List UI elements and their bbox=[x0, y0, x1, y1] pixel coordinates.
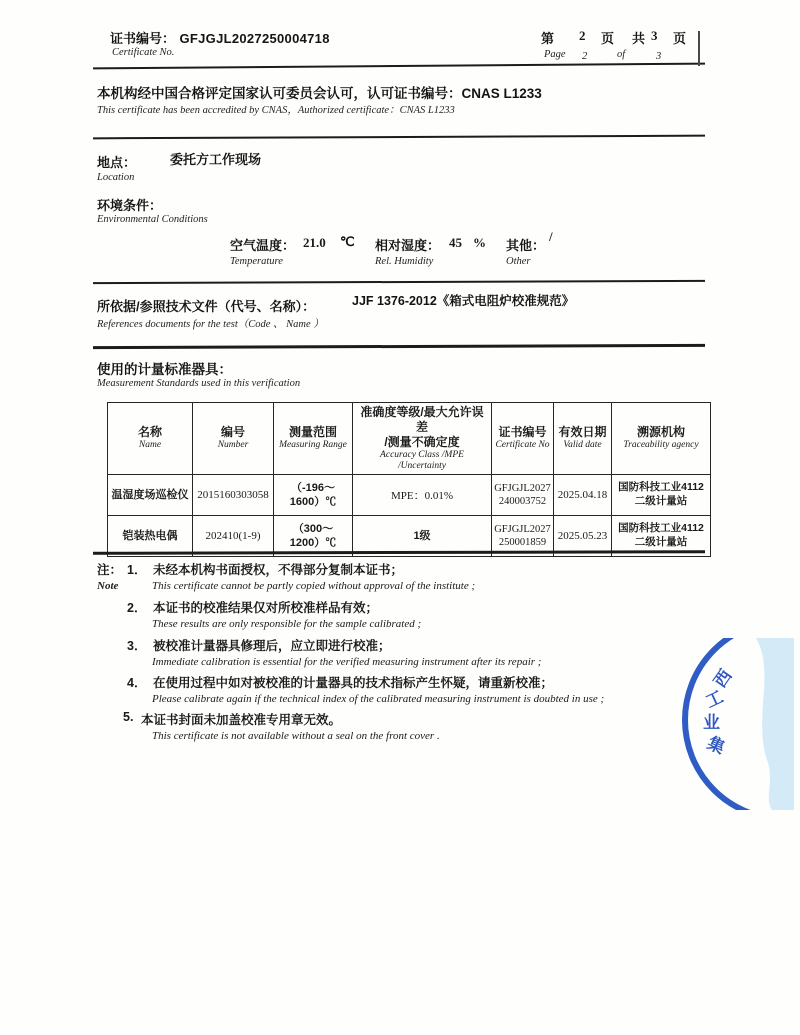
other-value: / bbox=[549, 229, 553, 244]
col-number-zh: 编号 bbox=[220, 425, 245, 440]
row1-name: 温湿度场巡检仪 bbox=[108, 474, 193, 515]
certificate-number-label-en: Certificate No. bbox=[112, 47, 175, 58]
note-item-3-en bbox=[152, 656, 541, 668]
row1-accuracy: MPE：0.01% bbox=[353, 474, 492, 515]
environment-divider bbox=[93, 280, 705, 284]
row2-validdate: 2025.05.23 bbox=[554, 515, 612, 556]
seal-char-2: 工 bbox=[702, 687, 727, 712]
note-4-en: Please calibrate again if the technical index of the calibrated measuring instrument is doubted in use ; bbox=[152, 693, 605, 705]
row1-range: （-196～1600）℃ bbox=[274, 474, 353, 515]
col-range-zh: 测量范围 bbox=[288, 425, 337, 440]
row2-range: （300～1200）℃ bbox=[274, 515, 353, 556]
row2-name: 铠装热电偶 bbox=[108, 515, 193, 556]
location-label-en: Location bbox=[97, 172, 135, 183]
certificate-number-label-zh: 证书编号： bbox=[110, 31, 176, 46]
temperature-label-zh: 空气温度： bbox=[230, 238, 296, 253]
temperature-unit: ℃ bbox=[340, 234, 355, 249]
pagination-en-page: Page bbox=[544, 49, 566, 60]
col-accuracy bbox=[353, 403, 492, 475]
note-1-zh: 未经本机构书面授权，不得部分复制本证书； bbox=[153, 563, 404, 577]
note-5-en: This certificate is not available without a seal on the front cover . bbox=[152, 730, 440, 742]
note-item-2 bbox=[127, 598, 378, 616]
note-3-no: 3． bbox=[127, 639, 147, 653]
notes-label-zh: 注： bbox=[97, 563, 123, 577]
note-item-3 bbox=[127, 636, 391, 654]
accreditation-zh: 本机构经中国合格评定国家认可委员会认可，认可证书编号：CNAS L1233 bbox=[97, 86, 542, 101]
note-4-zh: 在使用过程中如对被校准的计量器具的技术指标产生怀疑，请重新校准； bbox=[153, 676, 554, 690]
row2-number: 202410(1-9) bbox=[193, 515, 274, 556]
standards-table bbox=[107, 402, 711, 557]
pagination-en-of: of bbox=[617, 49, 626, 60]
note-item-2-en bbox=[152, 618, 421, 630]
row1-certno: GFJGJL2027240003752 bbox=[492, 474, 554, 515]
table-row bbox=[108, 474, 711, 515]
accreditation-en: This certificate has been accredited by CNAS，Authorized certificate：CNAS L1233 bbox=[97, 105, 455, 116]
pagination-en-current: 2 bbox=[582, 51, 588, 62]
row2-certno: GFJGJL2027250001859 bbox=[492, 515, 554, 556]
scan-fold-mark bbox=[698, 31, 700, 66]
col-certno bbox=[492, 403, 554, 475]
col-validdate bbox=[554, 403, 612, 475]
other-label-en: Other bbox=[506, 256, 531, 267]
temperature-value: 21.0 bbox=[303, 235, 326, 250]
header-divider bbox=[93, 63, 705, 70]
pagination-total: 3 bbox=[651, 28, 658, 43]
col-name-zh: 名称 bbox=[137, 425, 162, 440]
humidity-value: 45 bbox=[449, 235, 462, 250]
humidity-label-en: Rel. Humidity bbox=[375, 256, 434, 267]
note-item-1 bbox=[127, 560, 403, 578]
col-name bbox=[108, 403, 193, 475]
note-item-5-en bbox=[152, 730, 440, 742]
col-certno-zh: 证书编号 bbox=[498, 425, 547, 440]
note-5-zh: 本证书封面未加盖校准专用章无效。 bbox=[141, 713, 342, 727]
certificate-number-value: GFJGJL2027250004718 bbox=[179, 31, 330, 46]
standards-label-zh: 使用的计量标准器具： bbox=[97, 362, 232, 377]
accreditation-divider bbox=[93, 135, 705, 140]
humidity-unit: % bbox=[473, 235, 486, 250]
environment-label-zh: 环境条件： bbox=[97, 198, 163, 213]
note-item-1-en bbox=[152, 580, 475, 592]
note-2-zh: 本证书的校准结果仅对所校准样品有效； bbox=[153, 601, 379, 615]
col-accuracy-en: Accuracy Class /MPE /Uncertainty bbox=[380, 450, 464, 471]
pagination-zh-page: 页 bbox=[601, 31, 615, 46]
note-3-zh: 被校准计量器具修理后，应立即进行校准； bbox=[153, 639, 391, 653]
row1-validdate: 2025.04.18 bbox=[554, 474, 612, 515]
note-1-en: This certificate cannot be partly copied without approval of the institute ; bbox=[152, 580, 476, 592]
col-agency-en: Traceability agency bbox=[623, 440, 699, 451]
seal-watermark-shape bbox=[756, 638, 794, 810]
note-item-4-en bbox=[152, 693, 604, 705]
pagination-zh-page2: 页 bbox=[673, 31, 687, 46]
col-range-en: Measuring Range bbox=[279, 440, 347, 451]
note-item-4 bbox=[127, 673, 553, 691]
col-name-en: Name bbox=[138, 440, 162, 451]
col-agency-zh: 溯源机构 bbox=[636, 425, 685, 440]
row2-agency: 国防科技工业4112二级计量站 bbox=[612, 515, 711, 556]
note-1-no: 1． bbox=[127, 563, 147, 577]
standards-label-en: Measurement Standards used in this verification bbox=[97, 378, 301, 389]
col-validdate-en: Valid date bbox=[563, 440, 602, 451]
environment-label-en: Environmental Conditions bbox=[97, 214, 208, 225]
note-2-no: 2． bbox=[127, 601, 147, 615]
references-label-zh: 所依据/参照技术文件（代号、名称）： bbox=[97, 299, 316, 314]
col-certno-en: Certificate No bbox=[495, 440, 550, 451]
row2-accuracy: 1级 bbox=[353, 515, 492, 556]
references-value: JJF 1376-2012《箱式电阻炉校准规范》 bbox=[352, 294, 575, 308]
row1-number: 2015160303058 bbox=[193, 474, 274, 515]
col-validdate-zh: 有效日期 bbox=[558, 425, 607, 440]
certificate-number-line bbox=[110, 28, 330, 48]
company-seal-icon bbox=[660, 638, 794, 810]
pagination-current: 2 bbox=[579, 28, 586, 43]
note-4-no: 4． bbox=[127, 676, 147, 690]
pagination-zh-no: 第 bbox=[541, 31, 555, 46]
seal-char-4: 集 bbox=[704, 733, 728, 758]
location-value: 委托方工作现场 bbox=[170, 152, 262, 167]
pagination-en-total: 3 bbox=[656, 51, 662, 62]
seal-char-3: 业 bbox=[703, 713, 720, 732]
humidity-label-zh: 相对湿度： bbox=[375, 238, 441, 253]
col-agency bbox=[612, 403, 711, 475]
table-header-row bbox=[108, 403, 711, 475]
pagination-zh-total: 共 bbox=[632, 31, 646, 46]
col-accuracy-zh: 准确度等级/最大允许误差 bbox=[360, 405, 484, 434]
note-5-no: 5. bbox=[123, 710, 134, 724]
col-number-en: Number bbox=[217, 440, 249, 451]
temperature-label-en: Temperature bbox=[230, 256, 283, 267]
col-range bbox=[274, 403, 353, 475]
col-accuracy-zh2: /测量不确定度 bbox=[384, 435, 460, 449]
other-label-zh: 其他： bbox=[506, 238, 546, 253]
notes-label-en: Note bbox=[97, 580, 119, 592]
note-item-5 bbox=[123, 710, 341, 728]
note-3-en: Immediate calibration is essential for the verified measuring instrument after its repair ; bbox=[152, 656, 542, 668]
references-label-en: References documents for the test（Code 、 Name ） bbox=[97, 319, 324, 330]
col-number bbox=[193, 403, 274, 475]
seal-char-1: 西 bbox=[710, 666, 736, 692]
note-2-en: These results are only responsible for the sample calibrated ; bbox=[152, 618, 422, 630]
company-seal-stamp bbox=[660, 638, 794, 810]
row1-agency: 国防科技工业4112二级计量站 bbox=[612, 474, 711, 515]
location-label-zh: 地点： bbox=[97, 155, 137, 170]
references-divider bbox=[93, 344, 705, 349]
